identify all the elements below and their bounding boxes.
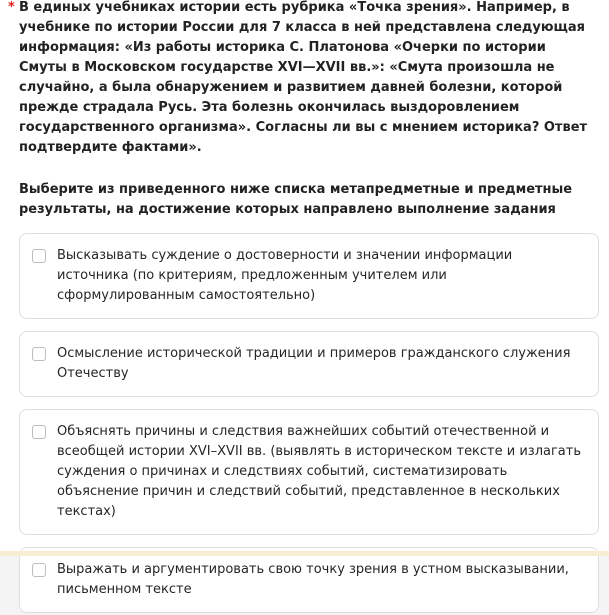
- option-2-label: Осмысление исторической традиции и примеров гражданского служения Отечеству: [57, 346, 571, 381]
- option-4[interactable]: [19, 547, 599, 613]
- question-text: В единых учебниках истории есть рубрика «Точка зрения». Например, в учебнике по истории России для 7 класса в ней представлена следующая информация: «Из работы историка С. Платонова «Очерки по истории Смуты в Московском государстве XVI—XVII вв.»: «Смута произошла не случайно, а была обнаружением и развитием давней болезни, которой прежде страдала Русь. Эта болезнь окончилась выздоровлением государственного организма». Согласны ли вы с мнением историка? Ответ подтвердите фактами».: [19, 0, 588, 155]
- option-2[interactable]: [19, 331, 599, 397]
- option-2-checkbox[interactable]: [32, 347, 46, 361]
- option-3-checkbox[interactable]: [32, 425, 46, 439]
- bottom-strip: [0, 551, 609, 556]
- option-3[interactable]: [19, 409, 599, 535]
- question-block: [0, 0, 609, 158]
- option-3-label: Объяснять причины и следствия важнейших событий отечественной и всеобщей истории XVI–XVII вв. (выявлять в историческом тексте и излагать суждения о причинах и следствиях событий, систематизировать объяснение причин и следствий событий, представленное в нескольких текстах): [57, 424, 582, 519]
- option-1[interactable]: [19, 233, 599, 319]
- options-list: [0, 233, 609, 613]
- option-1-checkbox[interactable]: [32, 249, 46, 263]
- option-1-label: Высказывать суждение о достоверности и значении информации источника (по критериям, предложенным учителем или сформулированным самостоятельно): [57, 248, 513, 303]
- instruction-text: Выберите из приведенного ниже списка метапредметные и предметные результаты, на достижение которых направлено выполнение задания: [19, 182, 573, 217]
- required-asterisk: *: [8, 0, 15, 15]
- option-4-label: Выражать и аргументировать свою точку зрения в устном высказывании, письменном тексте: [57, 562, 569, 597]
- option-4-checkbox[interactable]: [32, 563, 46, 577]
